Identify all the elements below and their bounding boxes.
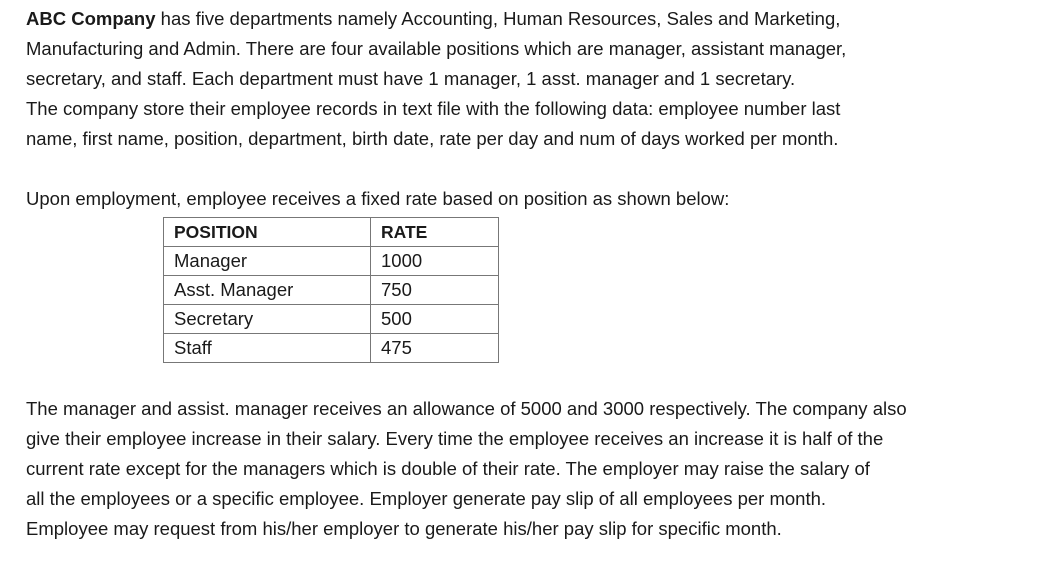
position-cell: Secretary	[164, 305, 371, 334]
table-row	[164, 276, 499, 305]
table-row	[164, 305, 499, 334]
allowance-line-5: Employee may request from his/her employer to generate his/her pay slip for specific month.	[26, 518, 782, 539]
position-cell: Asst. Manager	[164, 276, 371, 305]
allowance-paragraph	[26, 394, 1004, 544]
intro-paragraph	[26, 4, 1004, 154]
position-cell: Staff	[164, 334, 371, 363]
rate-cell: 1000	[371, 247, 499, 276]
rate-cell: 750	[371, 276, 499, 305]
intro-line-2: Manufacturing and Admin. There are four available positions which are manager, assistant manager,	[26, 38, 847, 59]
company-name: ABC Company	[26, 8, 156, 29]
intro-line-5: name, first name, position, department, birth date, rate per day and num of days worked per month.	[26, 128, 839, 149]
intro-line-1-rest: has five departments namely Accounting, Human Resources, Sales and Marketing,	[155, 8, 841, 29]
employment-note: Upon employment, employee receives a fixed rate based on position as shown below:	[26, 188, 730, 209]
intro-line-4: The company store their employee records in text file with the following data: employee number last	[26, 98, 841, 119]
rate-table	[163, 217, 499, 363]
intro-line-3: secretary, and staff. Each department must have 1 manager, 1 asst. manager and 1 secretary.	[26, 68, 796, 89]
table-row	[164, 247, 499, 276]
rate-table-header-row	[164, 218, 499, 247]
rate-cell: 500	[371, 305, 499, 334]
rate-cell: 475	[371, 334, 499, 363]
allowance-line-1: The manager and assist. manager receives an allowance of 5000 and 3000 respectively. The company also	[26, 398, 907, 419]
rate-table-header-position: POSITION	[164, 218, 371, 247]
position-cell: Manager	[164, 247, 371, 276]
allowance-line-2: give their employee increase in their salary. Every time the employee receives an increase it is half of the	[26, 428, 884, 449]
intro-line-1	[26, 4, 1004, 34]
allowance-line-4: all the employees or a specific employee. Employer generate pay slip of all employees per month.	[26, 488, 827, 509]
rate-table-header-rate: RATE	[371, 218, 499, 247]
table-row	[164, 334, 499, 363]
allowance-line-3: current rate except for the managers which is double of their rate. The employer may raise the salary of	[26, 458, 870, 479]
